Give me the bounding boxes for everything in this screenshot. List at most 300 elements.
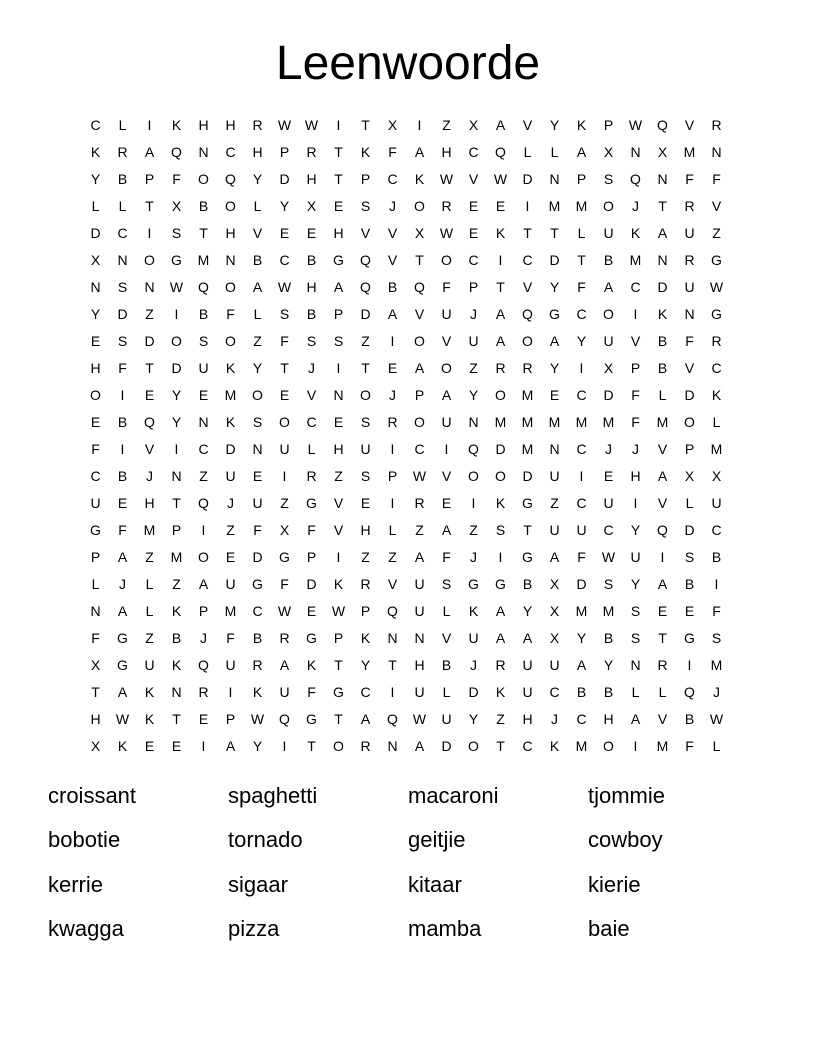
grid-letter: E: [90, 333, 101, 349]
grid-letter: L: [442, 684, 451, 700]
grid-letter: I: [633, 738, 638, 754]
grid-letter: G: [252, 576, 263, 592]
grid-letter: K: [225, 360, 236, 376]
word-list-item: geitjie: [408, 827, 466, 853]
grid-letter: G: [117, 630, 128, 646]
grid-letter: Y: [603, 657, 614, 673]
grid-letter: T: [361, 117, 370, 133]
grid-letter: E: [495, 198, 506, 214]
grid-letter: C: [576, 387, 587, 403]
grid-letter: O: [198, 549, 209, 565]
grid-letter: D: [468, 684, 479, 700]
grid-letter: M: [197, 252, 210, 268]
grid-letter: A: [117, 603, 128, 619]
grid-letter: F: [712, 171, 721, 187]
grid-letter: F: [442, 279, 451, 295]
grid-letter: Q: [468, 441, 479, 457]
word-list-item: cowboy: [588, 827, 663, 853]
grid-letter: L: [145, 603, 154, 619]
grid-letter: O: [495, 387, 506, 403]
grid-letter: O: [225, 279, 236, 295]
grid-letter: S: [252, 414, 263, 430]
grid-letter: Z: [199, 468, 208, 484]
grid-letter: I: [282, 738, 287, 754]
grid-letter: U: [711, 495, 722, 511]
grid-letter: F: [577, 549, 586, 565]
word-list-item: tjommie: [588, 783, 666, 808]
grid-letter: I: [336, 360, 341, 376]
grid-letter: T: [334, 171, 343, 187]
grid-letter: A: [657, 468, 668, 484]
grid-letter: L: [91, 576, 100, 592]
grid-letter: K: [495, 225, 506, 241]
grid-letter: T: [523, 522, 532, 538]
grid-letter: M: [683, 144, 696, 160]
grid-letter: H: [630, 468, 641, 484]
grid-letter: N: [90, 279, 101, 295]
grid-letter: P: [468, 279, 479, 295]
grid-letter: L: [91, 198, 100, 214]
grid-letter: K: [468, 603, 479, 619]
grid-letter: M: [548, 198, 561, 214]
grid-letter: B: [387, 279, 398, 295]
grid-letter: X: [387, 117, 398, 133]
grid-letter: X: [549, 576, 560, 592]
grid-letter: M: [575, 198, 588, 214]
grid-letter: G: [306, 495, 317, 511]
grid-letter: T: [577, 252, 586, 268]
grid-letter: I: [390, 684, 395, 700]
grid-letter: Q: [171, 144, 182, 160]
grid-letter: G: [279, 549, 290, 565]
grid-letter: L: [523, 144, 532, 160]
grid-letter: L: [118, 117, 127, 133]
grid-row: [82, 220, 730, 247]
grid-letter: Z: [334, 468, 343, 484]
grid-letter: S: [441, 576, 452, 592]
grid-letter: K: [360, 630, 371, 646]
grid-letter: R: [684, 198, 695, 214]
grid-letter: U: [414, 684, 425, 700]
grid-letter: F: [388, 144, 397, 160]
grid-letter: V: [387, 252, 398, 268]
grid-letter: Y: [171, 414, 182, 430]
grid-letter: L: [658, 387, 667, 403]
word-list-item: kitaar: [408, 871, 462, 897]
grid-letter: L: [685, 495, 694, 511]
grid-letter: O: [198, 171, 209, 187]
grid-letter: N: [549, 171, 560, 187]
word-list-item: macaroni: [408, 783, 499, 808]
grid-letter: M: [602, 603, 615, 619]
grid-letter: B: [117, 414, 128, 430]
grid-letter: M: [494, 414, 507, 430]
grid-letter: O: [225, 333, 236, 349]
grid-letter: D: [522, 468, 533, 484]
grid-letter: T: [496, 279, 505, 295]
grid-letter: E: [333, 414, 344, 430]
grid-letter: F: [91, 630, 100, 646]
grid-letter: T: [91, 684, 100, 700]
grid-letter: J: [227, 495, 234, 511]
grid-letter: I: [633, 306, 638, 322]
word-list-item: bobotie: [48, 827, 121, 853]
grid-letter: D: [495, 441, 506, 457]
grid-letter: A: [576, 657, 587, 673]
grid-letter: V: [144, 441, 155, 457]
grid-letter: F: [577, 279, 586, 295]
grid-letter: E: [306, 603, 317, 619]
grid-letter: X: [279, 522, 290, 538]
grid-letter: K: [576, 117, 587, 133]
grid-letter: K: [414, 171, 425, 187]
grid-letter: E: [117, 495, 128, 511]
grid-letter: O: [468, 738, 479, 754]
grid-letter: A: [495, 306, 506, 322]
grid-letter: O: [252, 387, 263, 403]
grid-letter: V: [333, 495, 344, 511]
grid-letter: R: [657, 657, 668, 673]
grid-letter: Q: [198, 657, 209, 673]
grid-letter: V: [333, 522, 344, 538]
grid-letter: S: [630, 603, 641, 619]
grid-letter: U: [522, 684, 533, 700]
grid-letter: X: [711, 468, 722, 484]
grid-letter: B: [657, 360, 668, 376]
grid-letter: Y: [90, 306, 101, 322]
grid-letter: E: [468, 225, 479, 241]
grid-letter: X: [603, 360, 614, 376]
grid-letter: O: [279, 414, 290, 430]
grid-letter: H: [306, 171, 317, 187]
grid-letter: G: [90, 522, 101, 538]
grid-letter: B: [198, 198, 209, 214]
grid-letter: X: [468, 117, 479, 133]
grid-letter: X: [90, 738, 101, 754]
grid-letter: E: [387, 360, 398, 376]
grid-row: [82, 166, 730, 193]
grid-letter: L: [307, 441, 316, 457]
grid-letter: U: [549, 468, 560, 484]
grid-letter: K: [90, 144, 101, 160]
grid-letter: L: [388, 522, 397, 538]
grid-letter: O: [90, 387, 101, 403]
grid-letter: A: [630, 711, 641, 727]
grid-letter: G: [522, 549, 533, 565]
grid-letter: D: [306, 576, 317, 592]
grid-letter: C: [306, 414, 317, 430]
grid-letter: X: [171, 198, 182, 214]
grid-letter: U: [684, 279, 695, 295]
grid-letter: I: [579, 468, 584, 484]
grid-letter: A: [495, 630, 506, 646]
grid-letter: F: [712, 603, 721, 619]
grid-letter: A: [495, 333, 506, 349]
grid-letter: Y: [522, 603, 533, 619]
grid-letter: S: [360, 198, 371, 214]
grid-letter: Z: [226, 522, 235, 538]
grid-letter: Q: [684, 684, 695, 700]
grid-row: [82, 544, 730, 571]
grid-row: [82, 517, 730, 544]
grid-letter: H: [198, 117, 209, 133]
grid-letter: E: [198, 387, 209, 403]
grid-letter: W: [709, 279, 724, 295]
grid-letter: D: [171, 360, 182, 376]
grid-letter: Q: [225, 171, 236, 187]
grid-letter: A: [657, 225, 668, 241]
grid-letter: F: [685, 333, 694, 349]
grid-letter: K: [117, 738, 128, 754]
grid-letter: S: [684, 549, 695, 565]
grid-letter: A: [414, 360, 425, 376]
grid-letter: H: [603, 711, 614, 727]
grid-letter: F: [253, 522, 262, 538]
grid-letter: L: [631, 684, 640, 700]
letter-grid: [82, 112, 730, 760]
grid-letter: E: [306, 225, 317, 241]
grid-letter: D: [684, 522, 695, 538]
grid-letter: A: [576, 144, 587, 160]
grid-letter: C: [603, 522, 614, 538]
grid-letter: J: [200, 630, 207, 646]
grid-letter: F: [307, 522, 316, 538]
grid-letter: J: [632, 441, 639, 457]
grid-letter: E: [225, 549, 236, 565]
grid-letter: O: [603, 306, 614, 322]
grid-letter: S: [630, 630, 641, 646]
grid-letter: B: [117, 171, 128, 187]
grid-letter: I: [282, 468, 287, 484]
grid-letter: F: [685, 738, 694, 754]
grid-letter: Z: [469, 360, 478, 376]
grid-letter: N: [549, 441, 560, 457]
grid-letter: U: [441, 414, 452, 430]
grid-letter: P: [198, 603, 209, 619]
grid-letter: O: [441, 252, 452, 268]
grid-row: [82, 463, 730, 490]
grid-letter: J: [146, 468, 153, 484]
grid-letter: B: [117, 468, 128, 484]
grid-letter: R: [684, 252, 695, 268]
grid-letter: F: [118, 522, 127, 538]
grid-letter: I: [390, 495, 395, 511]
grid-letter: H: [333, 225, 344, 241]
grid-letter: A: [549, 333, 560, 349]
grid-row: [82, 247, 730, 274]
grid-letter: I: [498, 252, 503, 268]
grid-letter: U: [549, 657, 560, 673]
grid-letter: T: [307, 738, 316, 754]
grid-letter: D: [441, 738, 452, 754]
grid-letter: A: [414, 549, 425, 565]
grid-letter: I: [174, 306, 179, 322]
grid-letter: T: [496, 738, 505, 754]
page-title: Leenwoorde: [275, 37, 541, 90]
grid-letter: M: [575, 603, 588, 619]
grid-letter: I: [147, 117, 152, 133]
grid-letter: S: [198, 333, 209, 349]
grid-letter: T: [145, 198, 154, 214]
grid-letter: U: [603, 333, 614, 349]
grid-letter: V: [711, 198, 722, 214]
grid-letter: Q: [630, 171, 641, 187]
grid-row: [82, 301, 730, 328]
grid-letter: M: [575, 414, 588, 430]
word-list-item: spaghetti: [228, 783, 318, 808]
grid-letter: J: [308, 360, 315, 376]
grid-letter: I: [687, 657, 692, 673]
grid-row: [82, 733, 730, 760]
grid-letter: Z: [145, 630, 154, 646]
word-list-item: kwagga: [48, 915, 124, 941]
grid-letter: M: [548, 414, 561, 430]
grid-letter: R: [198, 684, 209, 700]
word-list-item: baie: [588, 915, 630, 941]
grid-letter: E: [549, 387, 560, 403]
grid-letter: W: [331, 603, 346, 619]
grid-letter: D: [252, 549, 263, 565]
grid-letter: T: [523, 225, 532, 241]
grid-letter: P: [684, 441, 695, 457]
grid-letter: U: [225, 657, 236, 673]
grid-letter: C: [198, 441, 209, 457]
grid-letter: H: [90, 711, 101, 727]
grid-letter: N: [171, 684, 182, 700]
grid-letter: V: [657, 441, 668, 457]
grid-letter: B: [576, 684, 587, 700]
grid-row: [82, 328, 730, 355]
grid-letter: Y: [171, 387, 182, 403]
grid-letter: X: [306, 198, 317, 214]
grid-letter: E: [333, 198, 344, 214]
grid-letter: K: [144, 684, 155, 700]
grid-row: [82, 490, 730, 517]
word-list-item: mamba: [408, 915, 482, 941]
grid-letter: O: [414, 414, 425, 430]
grid-letter: U: [522, 657, 533, 673]
grid-row: [82, 112, 730, 139]
grid-letter: F: [685, 171, 694, 187]
grid-letter: C: [90, 468, 101, 484]
grid-letter: S: [306, 333, 317, 349]
grid-letter: D: [90, 225, 101, 241]
grid-letter: T: [334, 144, 343, 160]
grid-letter: Q: [657, 522, 668, 538]
grid-letter: Z: [550, 495, 559, 511]
grid-letter: B: [711, 549, 722, 565]
grid-letter: O: [360, 387, 371, 403]
grid-letter: T: [334, 711, 343, 727]
grid-letter: C: [576, 495, 587, 511]
grid-letter: K: [225, 414, 236, 430]
grid-letter: A: [414, 738, 425, 754]
grid-letter: J: [119, 576, 126, 592]
grid-letter: R: [387, 414, 398, 430]
grid-letter: W: [277, 117, 292, 133]
grid-letter: Y: [549, 117, 560, 133]
grid-letter: K: [630, 225, 641, 241]
grid-letter: D: [603, 387, 614, 403]
grid-letter: A: [522, 630, 533, 646]
grid-letter: V: [306, 387, 317, 403]
grid-letter: F: [631, 414, 640, 430]
grid-letter: W: [412, 711, 427, 727]
grid-letter: C: [360, 684, 371, 700]
grid-letter: A: [441, 522, 452, 538]
grid-letter: L: [253, 198, 262, 214]
grid-letter: K: [252, 684, 263, 700]
grid-letter: F: [172, 171, 181, 187]
grid-row: [82, 193, 730, 220]
grid-letter: V: [360, 225, 371, 241]
word-list-item: croissant: [48, 783, 137, 808]
grid-letter: Y: [468, 711, 479, 727]
grid-letter: P: [144, 171, 155, 187]
grid-letter: Y: [630, 522, 641, 538]
grid-letter: D: [279, 171, 290, 187]
grid-row: [82, 355, 730, 382]
grid-letter: T: [388, 657, 397, 673]
grid-letter: T: [550, 225, 559, 241]
grid-letter: H: [441, 144, 452, 160]
grid-letter: D: [522, 171, 533, 187]
grid-letter: K: [306, 657, 317, 673]
grid-letter: P: [387, 468, 398, 484]
grid-letter: V: [441, 468, 452, 484]
grid-letter: G: [171, 252, 182, 268]
grid-letter: U: [360, 441, 371, 457]
grid-letter: X: [657, 144, 668, 160]
grid-letter: I: [147, 225, 152, 241]
grid-letter: A: [117, 549, 128, 565]
grid-letter: R: [252, 117, 263, 133]
grid-letter: X: [549, 603, 560, 619]
grid-letter: M: [602, 414, 615, 430]
grid-letter: G: [306, 711, 317, 727]
grid-letter: A: [117, 684, 128, 700]
grid-letter: P: [90, 549, 101, 565]
grid-letter: O: [414, 333, 425, 349]
grid-letter: Q: [387, 603, 398, 619]
grid-letter: B: [171, 630, 182, 646]
word-list: [48, 778, 768, 955]
grid-row: [82, 706, 730, 733]
grid-letter: R: [441, 198, 452, 214]
grid-letter: S: [711, 630, 722, 646]
grid-letter: J: [470, 657, 477, 673]
grid-letter: A: [603, 279, 614, 295]
grid-letter: C: [522, 252, 533, 268]
grid-letter: C: [414, 441, 425, 457]
grid-letter: B: [603, 630, 614, 646]
grid-letter: A: [414, 144, 425, 160]
grid-letter: W: [277, 603, 292, 619]
grid-letter: L: [253, 306, 262, 322]
grid-letter: M: [521, 414, 534, 430]
grid-letter: U: [414, 603, 425, 619]
grid-letter: Y: [90, 171, 101, 187]
grid-letter: K: [333, 576, 344, 592]
grid-letter: E: [279, 225, 290, 241]
grid-letter: F: [118, 360, 127, 376]
grid-letter: Y: [252, 171, 263, 187]
grid-letter: N: [144, 279, 155, 295]
grid-row: [82, 139, 730, 166]
grid-letter: O: [441, 360, 452, 376]
grid-letter: G: [468, 576, 479, 592]
grid-letter: D: [657, 279, 668, 295]
